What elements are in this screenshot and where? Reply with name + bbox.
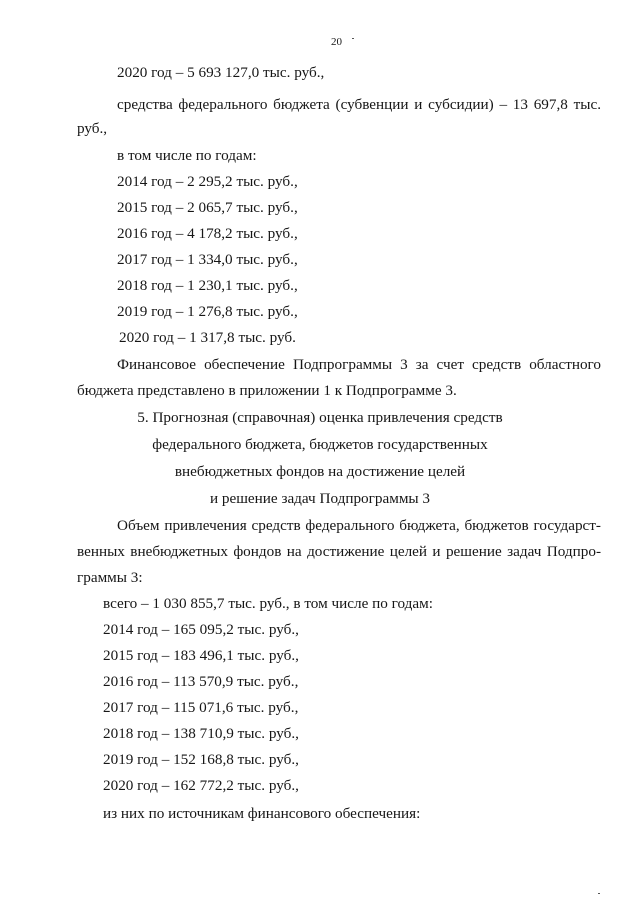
text-line-forecast-2018: 2018 год – 138 710,9 тыс. руб., [103,725,299,742]
text-line-year-2017: 2017 год – 1 334,0 тыс. руб., [117,251,298,268]
text-line-forecast-2015: 2015 год – 183 496,1 тыс. руб., [103,647,299,664]
text-line-by-years: в том числе по годам: [117,147,257,164]
text-line-financing: Финансовое обеспечение Подпрограммы 3 за счет средств областного [117,356,601,373]
text-line-forecast-2016: 2016 год – 113 570,9 тыс. руб., [103,673,299,690]
text-line-forecast-2019: 2019 год – 152 168,8 тыс. руб., [103,751,299,768]
scan-speck [352,38,354,39]
text-line-forecast-2017: 2017 год – 115 071,6 тыс. руб., [103,699,299,716]
text-line-year-2020: 2020 год – 1 317,8 тыс. руб. [119,329,296,346]
text-line-appendix: бюджета представлено в приложении 1 к Подпрограмме 3. [77,382,457,399]
text-line-forecast-2014: 2014 год – 165 095,2 тыс. руб., [103,621,299,638]
text-line-year-2019: 2019 год – 1 276,8 тыс. руб., [117,303,298,320]
scan-speck-bottom [598,893,600,894]
text-line-federal-budget: средства федерального бюджета (субвенции и субсидии) – 13 697,8 тыс. [117,96,601,113]
section-heading-line-1: 5. Прогнозная (справочная) оценка привлечения средств [137,409,503,426]
text-line-2020-total: 2020 год – 5 693 127,0 тыс. руб., [117,64,325,81]
text-line-year-2018: 2018 год – 1 230,1 тыс. руб., [117,277,298,294]
text-line-rub: руб., [77,120,108,137]
text-line-year-2016: 2016 год – 4 178,2 тыс. руб., [117,225,298,242]
text-line-year-2014: 2014 год – 2 295,2 тыс. руб., [117,173,298,190]
text-line-year-2015: 2015 год – 2 065,7 тыс. руб., [117,199,298,216]
text-line-volume-3: граммы 3: [77,569,143,586]
text-line-volume-2: венных внебюджетных фондов на достижение целей и решение задач Подпро- [77,543,601,560]
text-line-volume-1: Объем привлечения средств федерального бюджета, бюджетов государст- [117,517,601,534]
text-line-forecast-2020: 2020 год – 162 772,2 тыс. руб., [103,777,299,794]
section-heading-line-3: внебюджетных фондов на достижение целей [174,463,466,480]
section-heading-line-2: федерального бюджета, бюджетов государственных [152,436,488,453]
text-line-sources: из них по источникам финансового обеспечения: [103,805,421,822]
section-heading-line-4: и решение задач Подпрограммы 3 [209,490,431,507]
page-number: 20 [331,36,342,48]
text-line-total: всего – 1 030 855,7 тыс. руб., в том числе по годам: [103,595,433,612]
